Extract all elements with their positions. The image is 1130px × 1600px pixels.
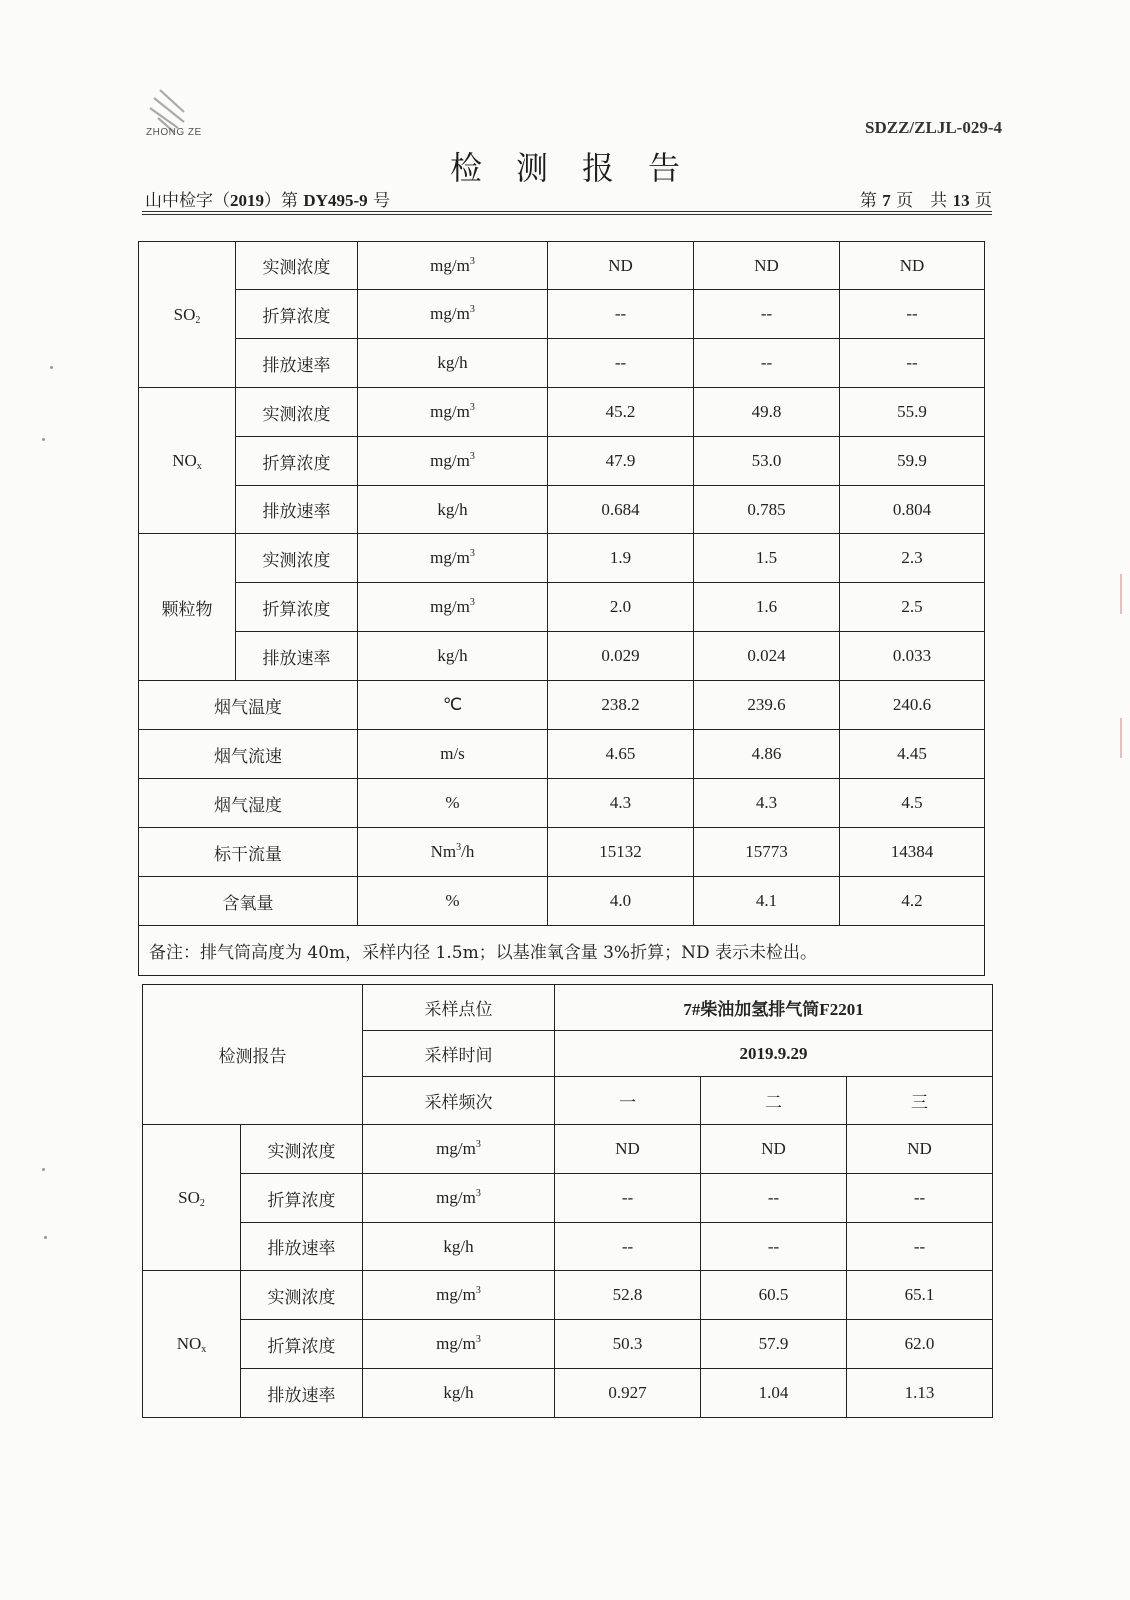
report-number: 山中检字（2019）第 DY495-9 号	[145, 191, 391, 211]
value-cell: 4.0	[548, 877, 694, 926]
value-cell: 50.3	[555, 1320, 701, 1369]
nox-label: $NO_x$	[143, 1271, 241, 1418]
value-cell: 1.9	[548, 534, 694, 583]
row-label: 折算浓度	[236, 583, 358, 632]
unit-cell: $mg/m^3$	[358, 583, 548, 632]
value-cell: 4.3	[548, 779, 694, 828]
value-cell: 0.024	[694, 632, 840, 681]
value-cell: --	[701, 1174, 847, 1223]
value-cell: --	[555, 1223, 701, 1271]
value-cell: 239.6	[694, 681, 840, 730]
value-cell: --	[847, 1174, 993, 1223]
table-row	[139, 583, 985, 632]
value-cell: 1.04	[701, 1369, 847, 1418]
table-row	[139, 681, 985, 730]
value-cell: 62.0	[847, 1320, 993, 1369]
table-row	[143, 1271, 993, 1320]
unit-cell: kg/h	[358, 632, 548, 681]
value-cell: 53.0	[694, 437, 840, 486]
value-cell: --	[548, 290, 694, 339]
row-label: 折算浓度	[236, 437, 358, 486]
row-label: 排放速率	[236, 486, 358, 534]
row-label: 实测浓度	[241, 1125, 363, 1174]
report-label: 检测报告	[143, 985, 363, 1125]
table-row	[139, 534, 985, 583]
unit-cell: kg/h	[363, 1369, 555, 1418]
so2-label: $SO_2$	[139, 242, 236, 388]
row-label: 排放速率	[236, 632, 358, 681]
scan-speck	[50, 366, 53, 369]
value-cell: --	[694, 290, 840, 339]
value-cell: 4.86	[694, 730, 840, 779]
value-cell: 60.5	[701, 1271, 847, 1320]
value-cell: 4.1	[694, 877, 840, 926]
scan-speck	[42, 1168, 45, 1171]
unit-cell: $mg/m^3$	[358, 388, 548, 437]
sampling-point-label: 采样点位	[363, 985, 555, 1031]
row-label: 标干流量	[139, 828, 358, 877]
row-label: 实测浓度	[241, 1271, 363, 1320]
value-cell: ND	[847, 1125, 993, 1174]
value-cell: 238.2	[548, 681, 694, 730]
value-cell: 45.2	[548, 388, 694, 437]
value-cell: 65.1	[847, 1271, 993, 1320]
unit-cell: $mg/m^3$	[363, 1320, 555, 1369]
value-cell: 4.65	[548, 730, 694, 779]
value-cell: --	[555, 1174, 701, 1223]
table-row	[143, 1174, 993, 1223]
page-number: 第 7 页 共 13 页	[859, 191, 992, 211]
value-cell: --	[694, 339, 840, 388]
page-title: 检测报告	[449, 149, 714, 187]
table-row	[143, 1223, 993, 1271]
unit-cell: ℃	[358, 681, 548, 730]
seal-edge-mark	[1120, 718, 1130, 758]
unit-cell: %	[358, 877, 548, 926]
value-cell: 47.9	[548, 437, 694, 486]
value-cell: 2.5	[840, 583, 985, 632]
value-cell: 4.45	[840, 730, 985, 779]
value-cell: 1.6	[694, 583, 840, 632]
value-cell: --	[701, 1223, 847, 1271]
particulate-label: 颗粒物	[139, 534, 236, 681]
note-text: 备注：排气筒高度为 40m，采样内径 1.5m；以基准氧含量 3%折算；ND 表示未检出。	[139, 926, 985, 976]
row-label: 实测浓度	[236, 388, 358, 437]
value-cell: ND	[694, 242, 840, 290]
row-label: 排放速率	[236, 339, 358, 388]
value-cell: 0.804	[840, 486, 985, 534]
unit-cell: $mg/m^3$	[358, 290, 548, 339]
unit-cell: kg/h	[363, 1223, 555, 1271]
unit-cell: Nm$^3$/h	[358, 828, 548, 877]
table-row	[143, 1320, 993, 1369]
row-label: 实测浓度	[236, 534, 358, 583]
table-row	[143, 1369, 993, 1418]
row-label: 烟气湿度	[139, 779, 358, 828]
table-row	[143, 985, 993, 1031]
table-row	[139, 290, 985, 339]
value-cell: ND	[840, 242, 985, 290]
value-cell: 55.9	[840, 388, 985, 437]
value-cell: 0.927	[555, 1369, 701, 1418]
unit-cell: $mg/m^3$	[358, 242, 548, 290]
unit-cell: %	[358, 779, 548, 828]
unit-cell: $mg/m^3$	[358, 534, 548, 583]
value-cell: ND	[701, 1125, 847, 1174]
note-row	[139, 926, 985, 976]
value-cell: ND	[555, 1125, 701, 1174]
so2-label: $SO_2$	[143, 1125, 241, 1271]
document-code: SDZZ/ZLJL-029-4	[865, 118, 1002, 137]
value-cell: 59.9	[840, 437, 985, 486]
results-table-f2201	[142, 984, 993, 1418]
value-cell: 15132	[548, 828, 694, 877]
table-row	[139, 242, 985, 290]
value-cell: 4.3	[694, 779, 840, 828]
value-cell: 0.029	[548, 632, 694, 681]
row-label: 排放速率	[241, 1223, 363, 1271]
value-cell: 1.5	[694, 534, 840, 583]
value-cell: 4.5	[840, 779, 985, 828]
unit-cell: $mg/m^3$	[363, 1125, 555, 1174]
table-row	[139, 632, 985, 681]
unit-cell: $mg/m^3$	[363, 1174, 555, 1223]
unit-cell: kg/h	[358, 486, 548, 534]
row-label: 烟气温度	[139, 681, 358, 730]
table-row	[139, 388, 985, 437]
seal-edge-mark	[1120, 574, 1130, 614]
frequency-3: 三	[847, 1077, 993, 1125]
table-row	[139, 437, 985, 486]
value-cell: 0.033	[840, 632, 985, 681]
table-row	[143, 1125, 993, 1174]
sampling-time-value: 2019.9.29	[555, 1031, 993, 1077]
row-label: 折算浓度	[241, 1174, 363, 1223]
row-label: 烟气流速	[139, 730, 358, 779]
value-cell: 2.0	[548, 583, 694, 632]
scan-speck	[42, 438, 45, 441]
value-cell: 15773	[694, 828, 840, 877]
value-cell: --	[840, 290, 985, 339]
frequency-label: 采样频次	[363, 1077, 555, 1125]
table-row	[139, 877, 985, 926]
unit-cell: $mg/m^3$	[358, 437, 548, 486]
results-table-continued	[138, 241, 985, 976]
value-cell: 0.785	[694, 486, 840, 534]
value-cell: 2.3	[840, 534, 985, 583]
value-cell: 14384	[840, 828, 985, 877]
value-cell: 4.2	[840, 877, 985, 926]
table-row	[139, 779, 985, 828]
row-label: 折算浓度	[236, 290, 358, 339]
row-label: 排放速率	[241, 1369, 363, 1418]
value-cell: 49.8	[694, 388, 840, 437]
value-cell: 57.9	[701, 1320, 847, 1369]
header-rule	[142, 211, 992, 212]
table-row	[139, 339, 985, 388]
frequency-2: 二	[701, 1077, 847, 1125]
table-row	[139, 828, 985, 877]
value-cell: --	[847, 1223, 993, 1271]
sampling-time-label: 采样时间	[363, 1031, 555, 1077]
value-cell: ND	[548, 242, 694, 290]
table-row	[139, 730, 985, 779]
row-label: 含氧量	[139, 877, 358, 926]
value-cell: --	[840, 339, 985, 388]
value-cell: --	[548, 339, 694, 388]
table-row	[139, 486, 985, 534]
scan-speck	[44, 1236, 47, 1239]
unit-cell: $mg/m^3$	[363, 1271, 555, 1320]
value-cell: 0.684	[548, 486, 694, 534]
unit-cell: m/s	[358, 730, 548, 779]
logo-text: ZHONG ZE	[146, 127, 202, 138]
frequency-1: 一	[555, 1077, 701, 1125]
value-cell: 1.13	[847, 1369, 993, 1418]
value-cell: 52.8	[555, 1271, 701, 1320]
unit-cell: kg/h	[358, 339, 548, 388]
sampling-point-value: 7#柴油加氢排气筒F2201	[555, 985, 993, 1031]
row-label: 实测浓度	[236, 242, 358, 290]
header-rule-thin	[142, 214, 992, 215]
row-label: 折算浓度	[241, 1320, 363, 1369]
value-cell: 240.6	[840, 681, 985, 730]
nox-label: $NO_x$	[139, 388, 236, 534]
